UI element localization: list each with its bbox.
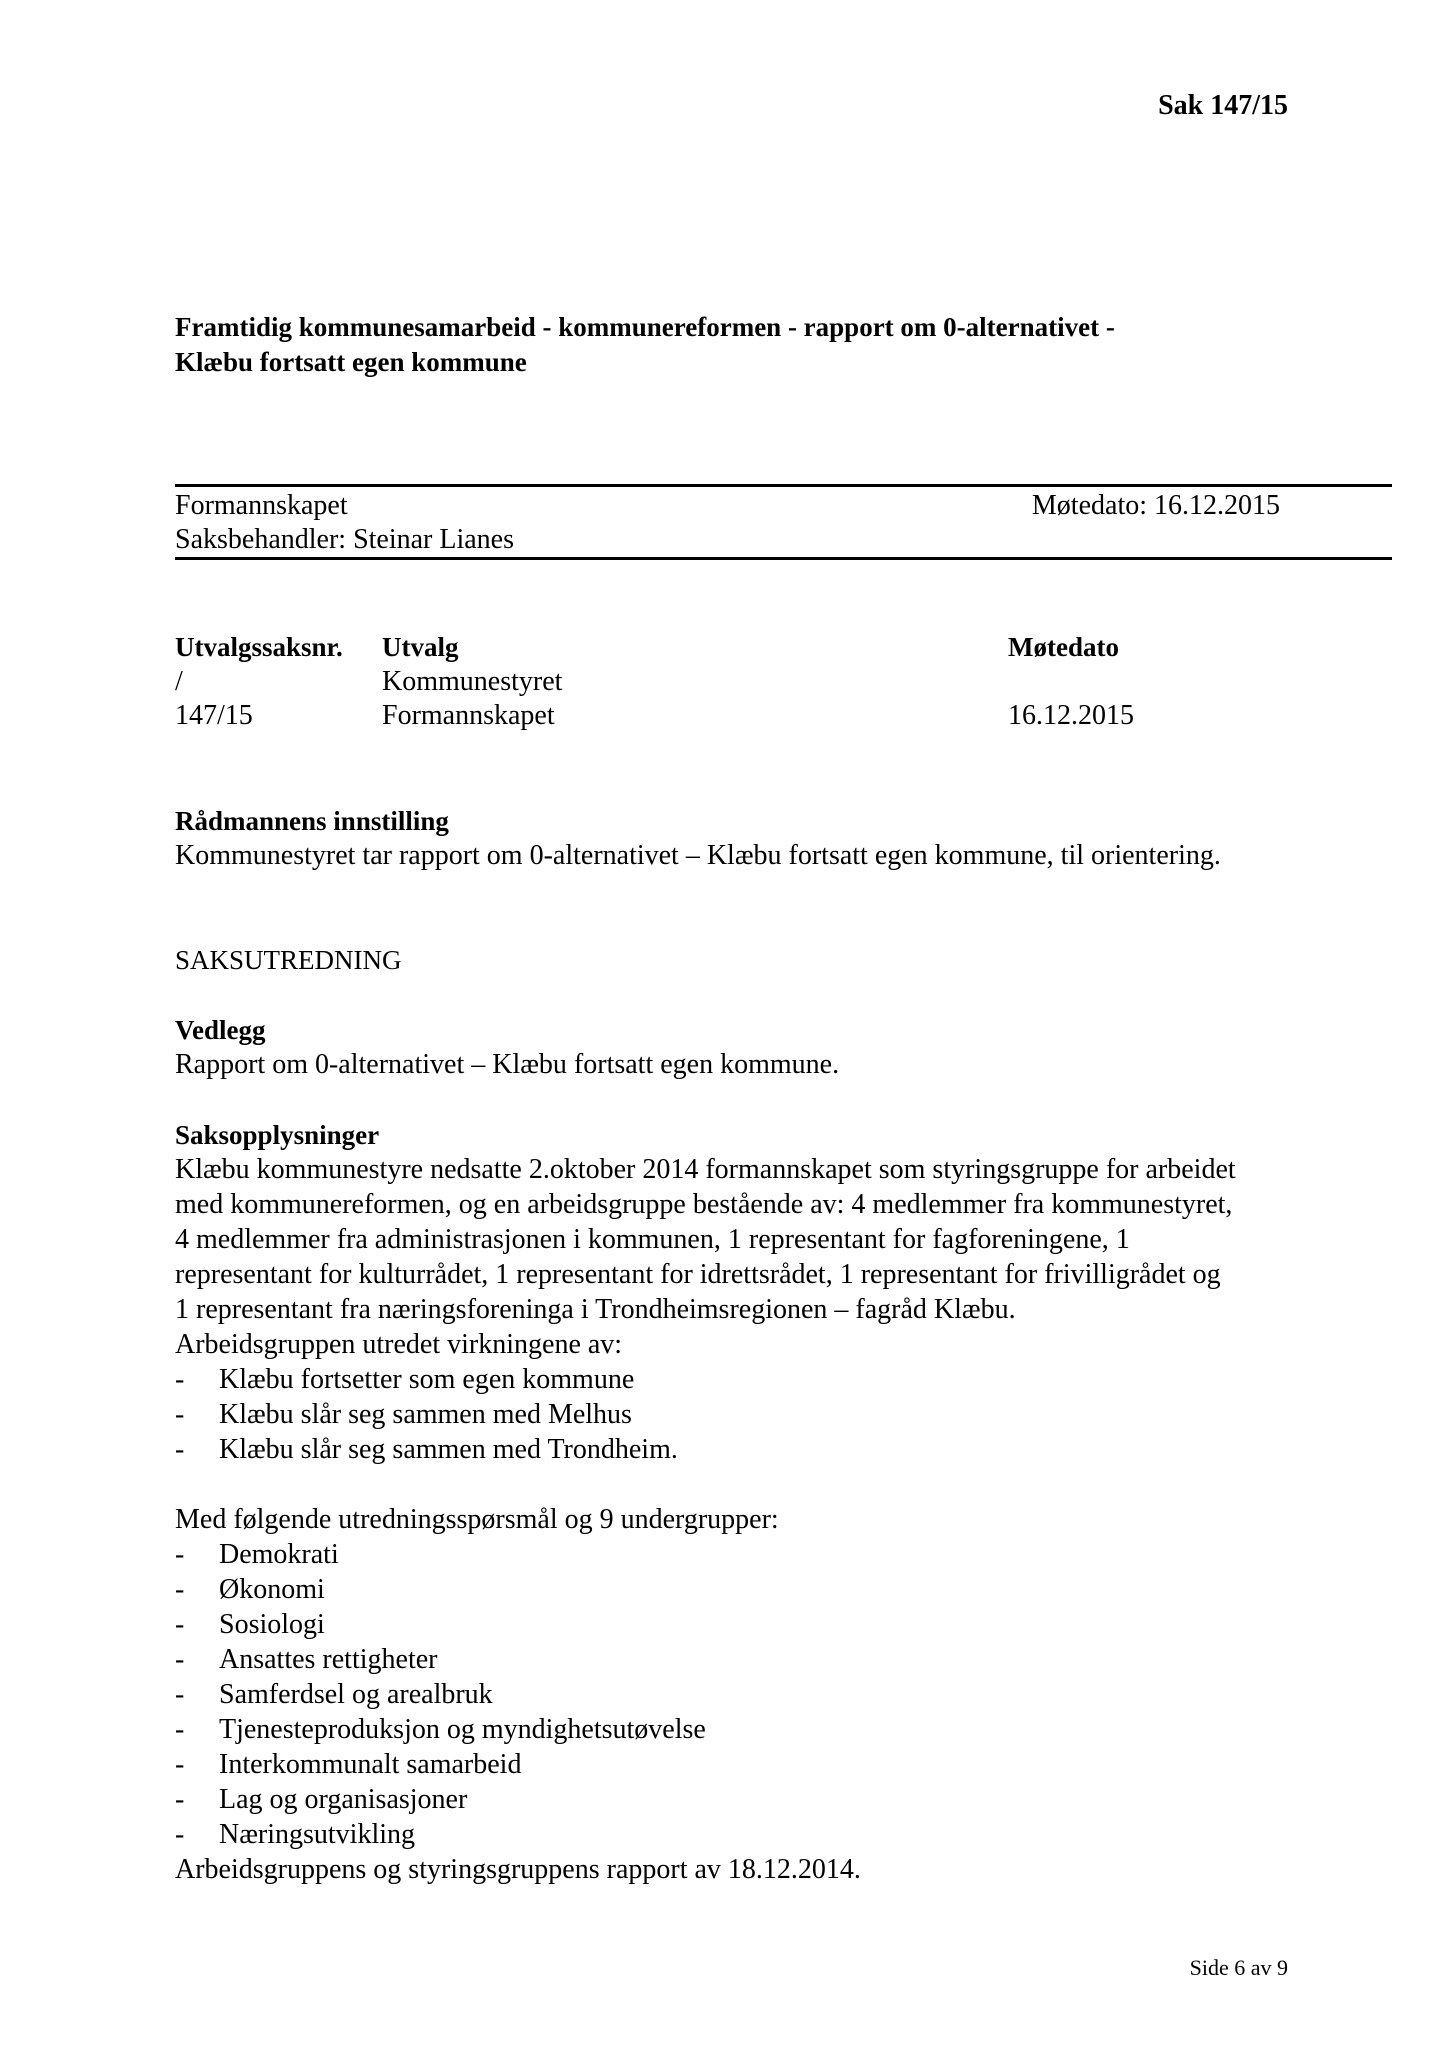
case-info-heading: Saksopplysninger — [175, 1120, 380, 1150]
recommendation-text: Kommunestyret tar rapport om 0-alternativet – Klæbu fortsatt egen kommune, til orientering. — [175, 840, 1221, 871]
page-number: Side 6 av 9 — [1189, 1955, 1288, 1980]
list-bullet: - — [175, 1819, 185, 1850]
list-bullet: - — [175, 1434, 185, 1465]
paragraph-line: 1 representant fra næringsforeninga i Trondheimsregionen – fagråd Klæbu. — [175, 1294, 1016, 1325]
document-title-line-2: Klæbu fortsatt egen kommune — [175, 347, 527, 377]
list-item: Interkommunalt samarbeid — [219, 1749, 522, 1780]
list-bullet: - — [175, 1364, 185, 1395]
list-item: Lag og organisasjoner — [219, 1784, 468, 1815]
list-item: Klæbu fortsetter som egen kommune — [219, 1364, 635, 1395]
list-bullet: - — [175, 1574, 185, 1605]
list-bullet: - — [175, 1644, 185, 1675]
table-cell: / — [175, 666, 183, 697]
list-bullet: - — [175, 1714, 185, 1745]
table-header-body: Utvalg — [382, 632, 459, 662]
list-bullet: - — [175, 1609, 185, 1640]
paragraph-line: representant for kulturrådet, 1 representant for idrettsrådet, 1 representant for frivilligrådet og — [175, 1259, 1221, 1290]
list-item: Sosiologi — [219, 1609, 325, 1640]
list-item: Demokrati — [219, 1539, 339, 1570]
list-bullet: - — [175, 1679, 185, 1710]
top-rule — [175, 484, 1392, 487]
meta-case-handler: Saksbehandler: Steinar Lianes — [175, 524, 515, 555]
list-item: Klæbu slår seg sammen med Trondheim. — [219, 1434, 678, 1465]
recommendation-heading: Rådmannens innstilling — [175, 806, 449, 836]
meta-body: Formannskapet — [175, 490, 348, 521]
document-title-line-1: Framtidig kommunesamarbeid - kommunereformen - rapport om 0-alternativet - — [175, 312, 1115, 342]
list-item: Tjenesteproduksjon og myndighetsutøvelse — [219, 1714, 706, 1745]
table-cell: 147/15 — [175, 700, 253, 731]
bottom-rule — [175, 557, 1392, 560]
paragraph-line: 4 medlemmer fra administrasjonen i kommunen, 1 representant for fagforeningene, 1 — [175, 1224, 1130, 1255]
meta-meeting-date: Møtedato: 16.12.2015 — [1031, 490, 1280, 521]
list-bullet: - — [175, 1784, 185, 1815]
list-bullet: - — [175, 1539, 185, 1570]
list-item: Næringsutvikling — [219, 1819, 416, 1850]
list-item: Økonomi — [219, 1574, 325, 1605]
attachments-heading: Vedlegg — [175, 1015, 266, 1045]
paragraph-line: med kommunereformen, og en arbeidsgruppe bestående av: 4 medlemmer fra kommunestyret, — [175, 1189, 1233, 1220]
table-cell: 16.12.2015 — [1008, 700, 1134, 731]
table-cell: Formannskapet — [382, 700, 555, 731]
table-header-date: Møtedato — [1008, 632, 1119, 662]
table-header-case-no: Utvalgssaksnr. — [175, 632, 343, 662]
subgroups-intro: Med følgende utredningsspørsmål og 9 undergrupper: — [175, 1504, 779, 1535]
list-bullet: - — [175, 1399, 185, 1430]
table-cell: Kommunestyret — [382, 666, 563, 697]
list-item: Samferdsel og arealbruk — [219, 1679, 493, 1710]
list-bullet: - — [175, 1749, 185, 1780]
attachments-text: Rapport om 0-alternativet – Klæbu fortsatt egen kommune. — [175, 1049, 840, 1080]
paragraph-line: Klæbu kommunestyre nedsatte 2.oktober 2014 formannskapet som styringsgruppe for arbeidet — [175, 1154, 1236, 1185]
list-item: Klæbu slår seg sammen med Melhus — [219, 1399, 632, 1430]
case-number: Sak 147/15 — [1158, 90, 1288, 121]
list-item: Ansattes rettigheter — [219, 1644, 438, 1675]
investigated-intro: Arbeidsgruppen utredet virkningene av: — [175, 1329, 623, 1360]
section-title: SAKSUTREDNING — [175, 945, 402, 975]
closing-text: Arbeidsgruppens og styringsgruppens rapport av 18.12.2014. — [175, 1854, 861, 1885]
